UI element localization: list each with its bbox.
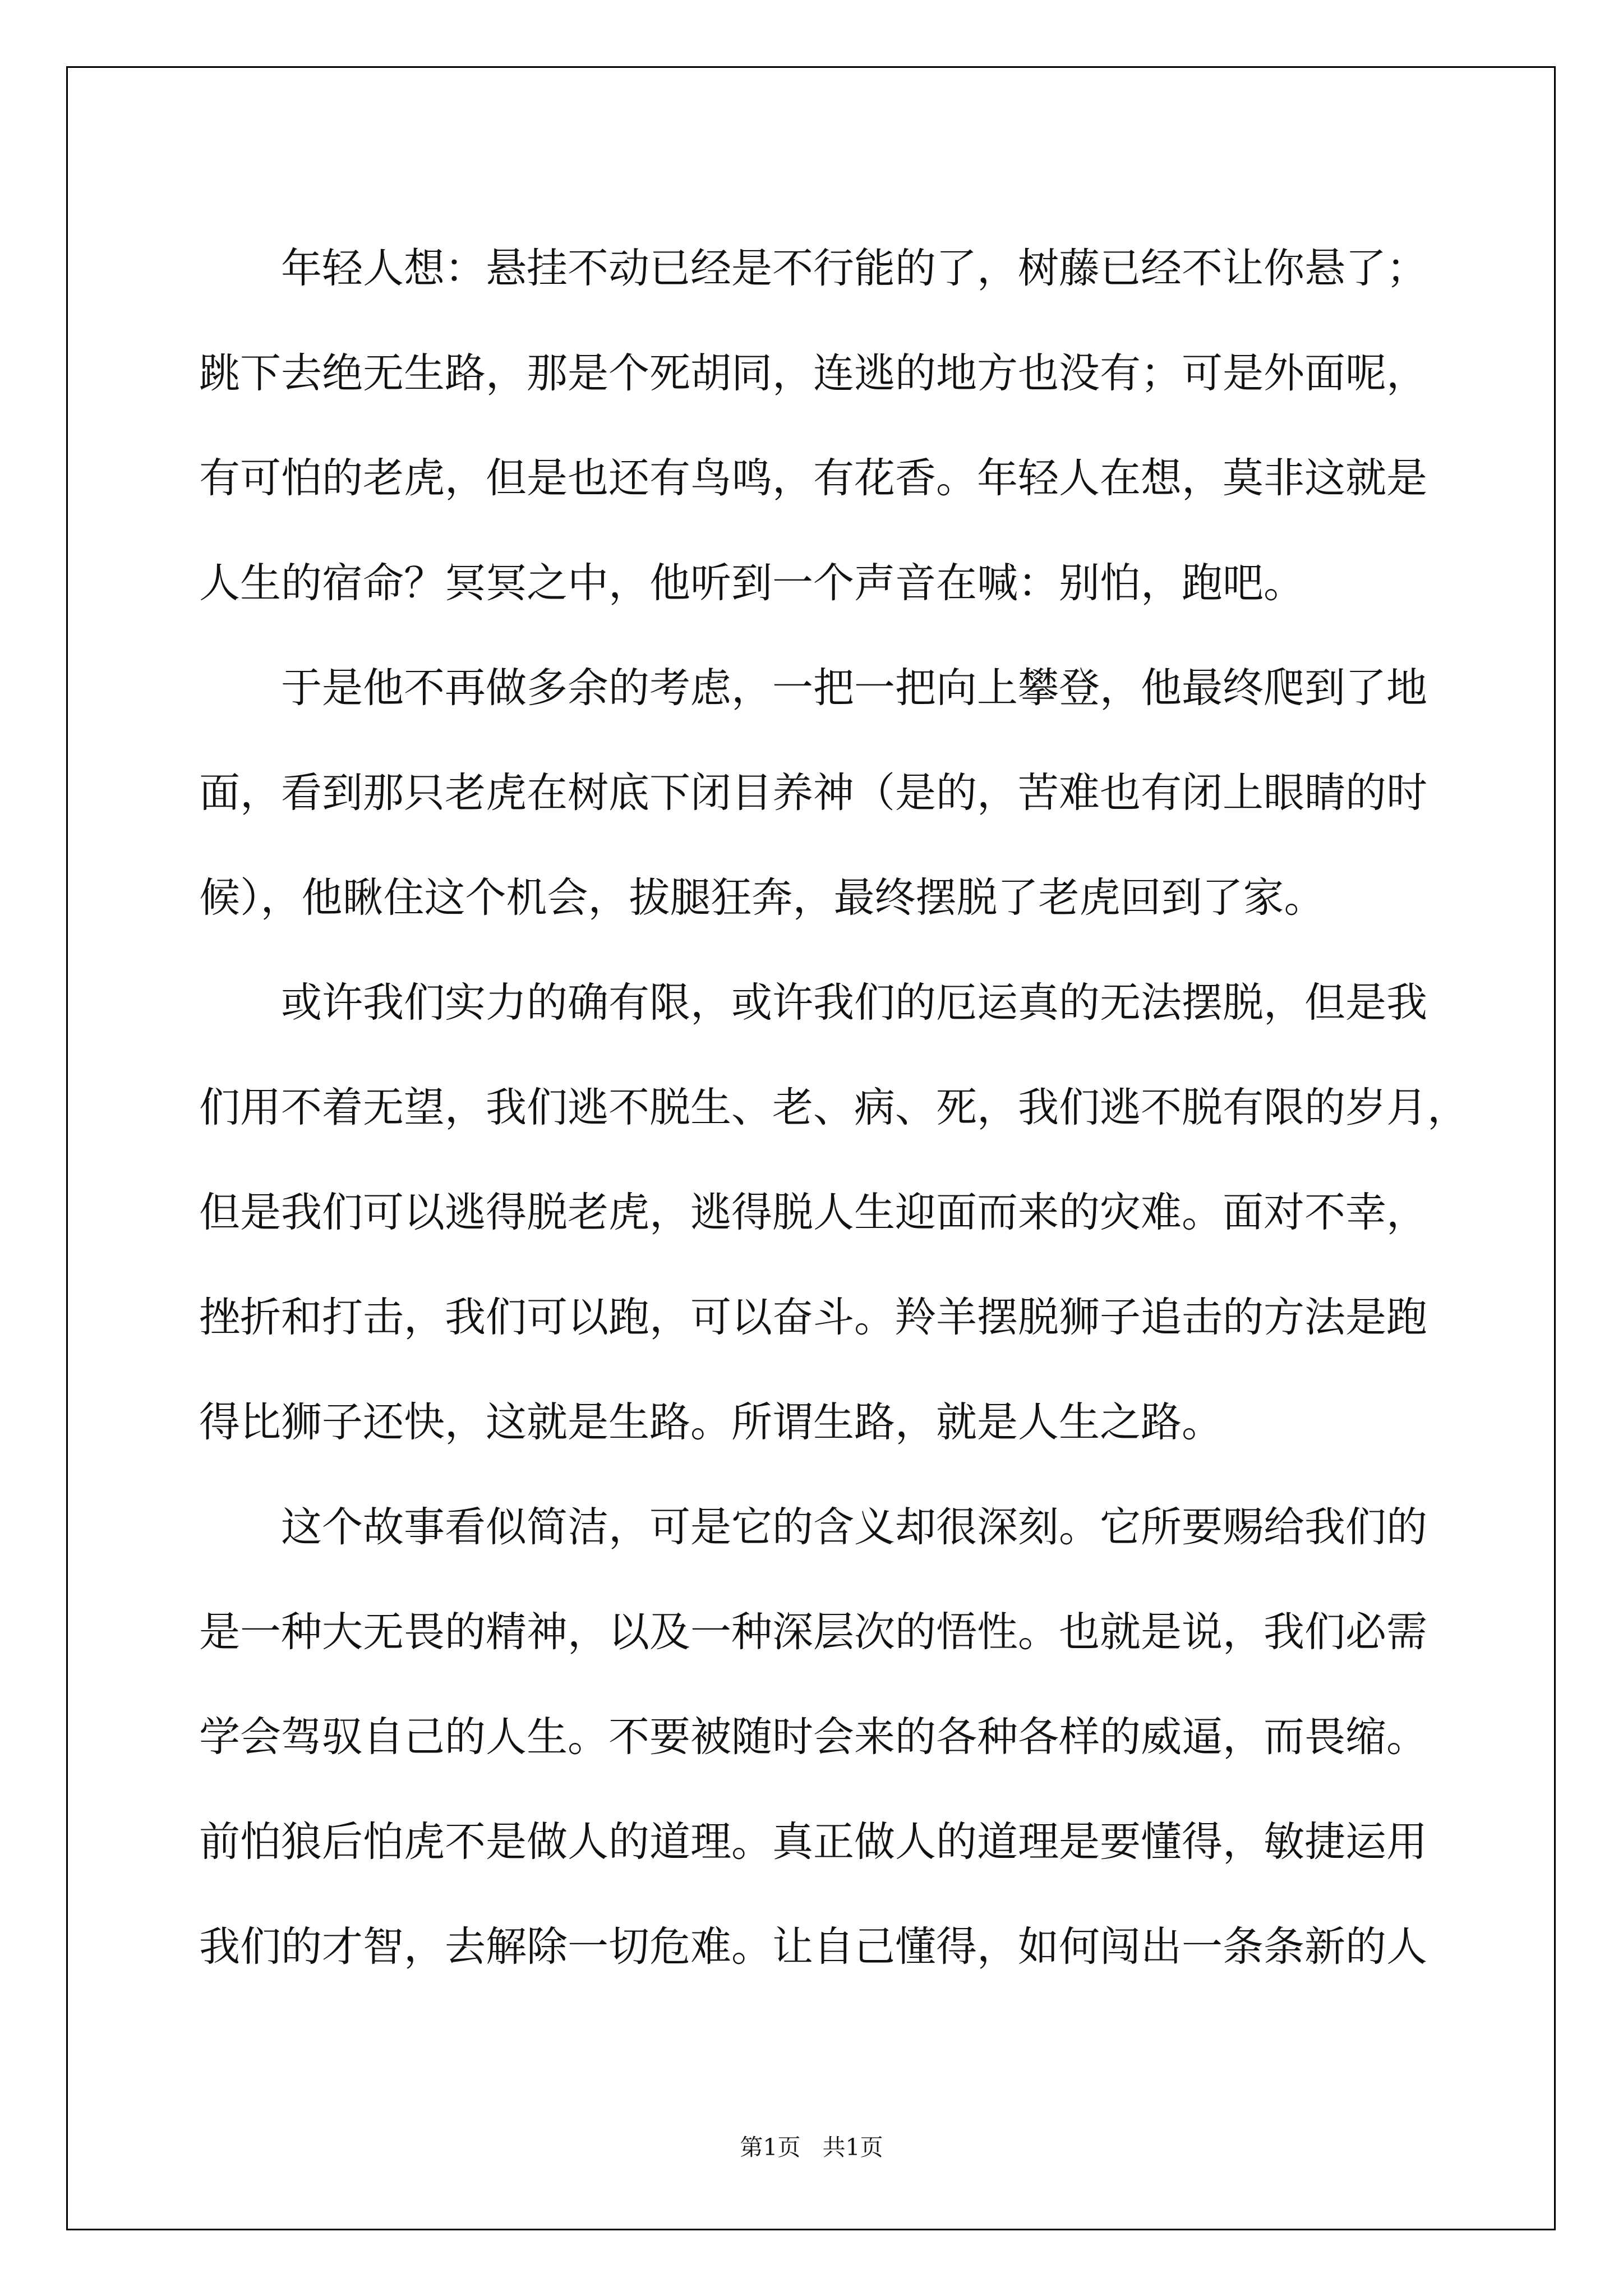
paragraph-1 <box>199 216 1427 636</box>
text-line: 有可怕的老虎，但是也还有鸟鸣，有花香。年轻人在想，莫非这就是 <box>199 454 1427 502</box>
text-line: 学会驾驭自己的人生。不要被随时会来的各种各样的威逼，而畏缩。 <box>199 1713 1427 1761</box>
text-line: 是一种大无畏的精神，以及一种深层次的悟性。也就是说，我们必需 <box>199 1608 1427 1656</box>
text-line: 人生的宿命？冥冥之中，他听到一个声音在喊：别怕，跑吧。 <box>199 559 1304 607</box>
text-line: 挫折和打击，我们可以跑，可以奋斗。羚羊摆脱狮子追击的方法是跑 <box>199 1294 1427 1341</box>
text-line: 们用不着无望，我们逃不脱生、老、病、死，我们逃不脱有限的岁月， <box>199 1084 1468 1131</box>
document-body <box>199 216 1468 1999</box>
text-line: 于是他不再做多余的考虑，一把一把向上攀登，他最终爬到了地 <box>281 664 1427 712</box>
paragraph-2 <box>199 636 1427 950</box>
text-line: 前怕狼后怕虎不是做人的道理。真正做人的道理是要懂得，敏捷运用 <box>199 1818 1427 1866</box>
page-number-footer: 第1页 共1页 <box>740 2134 883 2161</box>
text-line: 或许我们实力的确有限，或许我们的厄运真的无法摆脱，但是我 <box>281 979 1427 1027</box>
text-line: 得比狮子还快，这就是生路。所谓生路，就是人生之路。 <box>199 1398 1223 1446</box>
text-line: 但是我们可以逃得脱老虎，逃得脱人生迎面而来的灾难。面对不幸， <box>199 1189 1427 1236</box>
text-line: 年轻人想：悬挂不动已经是不行能的了，树藤已经不让你悬了； <box>281 245 1427 292</box>
paragraph-3 <box>199 950 1468 1475</box>
text-line: 面，看到那只老虎在树底下闭目养神（是的，苦难也有闭上眼睛的时 <box>199 769 1427 817</box>
text-line: 我们的才智，去解除一切危难。让自己懂得，如何闯出一条条新的人 <box>199 1923 1427 1971</box>
text-line: 候），他瞅住这个机会，拔腿狂奔，最终摆脱了老虎回到了家。 <box>199 874 1325 922</box>
paragraph-4 <box>199 1475 1427 1999</box>
text-line: 跳下去绝无生路，那是个死胡同，连逃的地方也没有；可是外面呢， <box>199 349 1427 397</box>
text-line: 这个故事看似简洁，可是它的含义却很深刻。它所要赐给我们的 <box>281 1503 1427 1551</box>
